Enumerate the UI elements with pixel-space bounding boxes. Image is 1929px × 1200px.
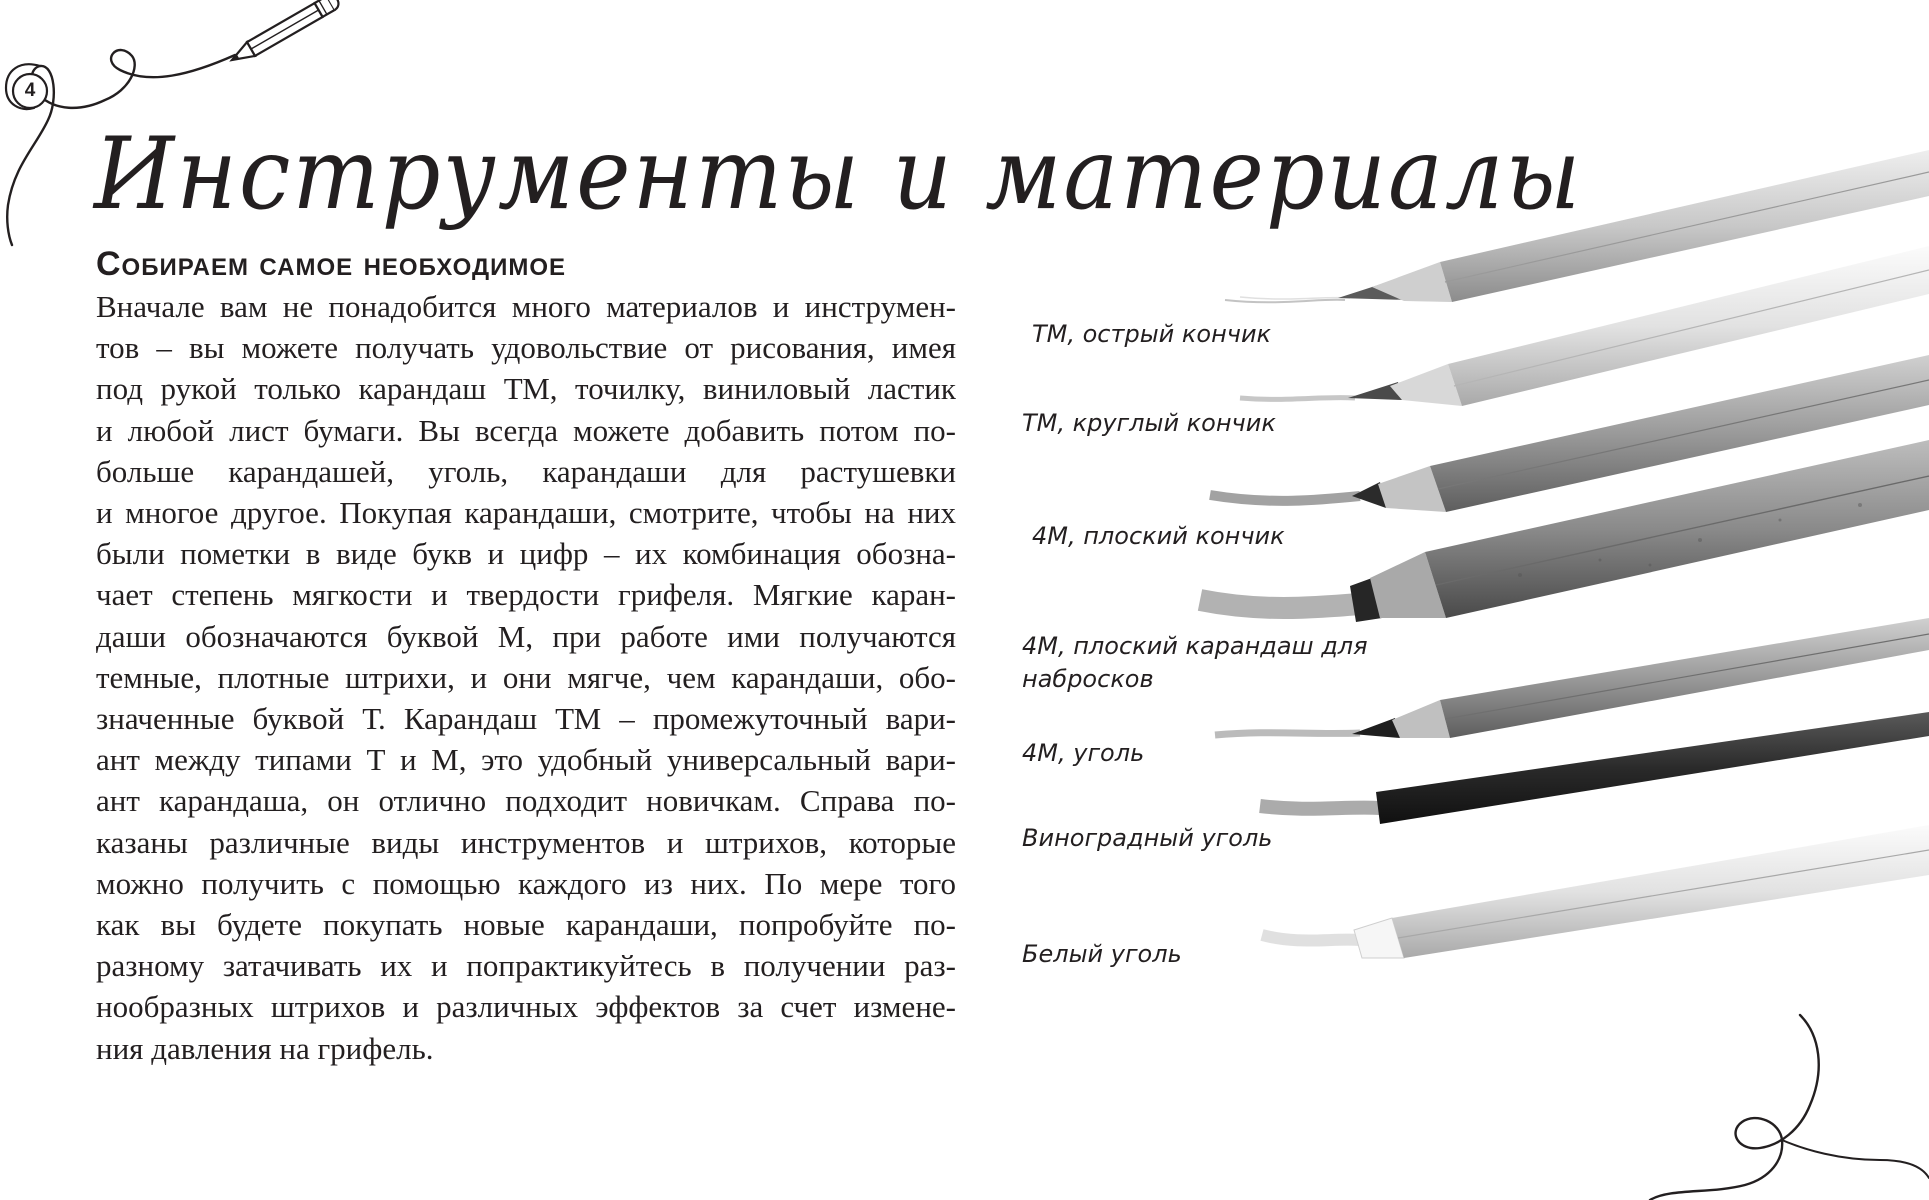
- body-line: больше карандашей, уголь, карандаши для растушевки: [96, 453, 956, 489]
- body-line: как вы будете покупать новые карандаши, попробуйте по-: [96, 907, 956, 943]
- body-line: значенные буквой Т. Карандаш ТМ – промежуточный вари-: [96, 701, 956, 737]
- page-number: 4: [24, 80, 36, 101]
- tool-label-sharp-tip: ТМ, острый кончик: [1032, 320, 1272, 348]
- body-line: нообразных штрихов и различных эффектов за счет измене-: [96, 989, 956, 1025]
- body-line: тов – вы можете получать удовольствие от рисования, имея: [96, 330, 956, 366]
- white-charcoal: [1262, 825, 1929, 958]
- body-line: казаны различные виды инструментов и штрихов, которые: [96, 824, 956, 860]
- tool-label-sketching-pencil-line1: 4М, плоский карандаш для: [1022, 632, 1368, 660]
- tool-label-sketching-pencil-line2: набросков: [1022, 665, 1154, 693]
- drawing-tools-illustration: [1180, 150, 1929, 1010]
- body-line: и любой лист бумаги. Вы всегда можете добавить потом по-: [96, 412, 956, 448]
- swirl-flourish-icon: [1630, 1010, 1929, 1200]
- body-line: были пометки в виде букв и цифр – их комбинация обозна-: [96, 536, 956, 572]
- body-line: ния давления на грифель.: [96, 1030, 434, 1066]
- body-paragraph: [96, 286, 956, 1069]
- tool-label-round-tip: ТМ, круглый кончик: [1022, 409, 1276, 437]
- vine-charcoal: [1260, 712, 1929, 824]
- body-line: Вначале вам не понадобится много материалов и инструмен-: [96, 289, 956, 324]
- page-title: Инструменты и материалы: [94, 116, 1583, 232]
- tool-label-flat-tip: 4М, плоский кончик: [1032, 522, 1285, 550]
- tool-label-white-charcoal: Белый уголь: [1022, 940, 1182, 968]
- body-line: темные, плотные штрихи, и они мягче, чем карандаши, обо-: [96, 659, 956, 695]
- tool-label-charcoal-pencil: 4М, уголь: [1022, 739, 1145, 767]
- body-line: можно получить с помощью каждого из них. По мере того: [96, 865, 956, 901]
- body-line: ант карандаша, он отлично подходит новичкам. Справа по-: [96, 783, 956, 819]
- body-line: под рукой только карандаш ТМ, точилку, виниловый ластик: [96, 371, 956, 407]
- section-heading: Собираем самое необходимое: [96, 245, 566, 283]
- tool-label-vine-charcoal: Виноградный уголь: [1022, 824, 1273, 852]
- body-line: и многое другое. Покупая карандаши, смотрите, чтобы на них: [96, 495, 956, 531]
- body-line: чает степень мягкости и твердости грифеля. Мягкие каран-: [96, 577, 956, 613]
- body-line: ант между типами Т и М, это удобный универсальный вари-: [96, 742, 956, 778]
- body-line: даши обозначаются буквой М, при работе ими получаются: [96, 618, 956, 654]
- body-line: разному затачивать их и попрактикуйтесь в получении раз-: [96, 948, 956, 984]
